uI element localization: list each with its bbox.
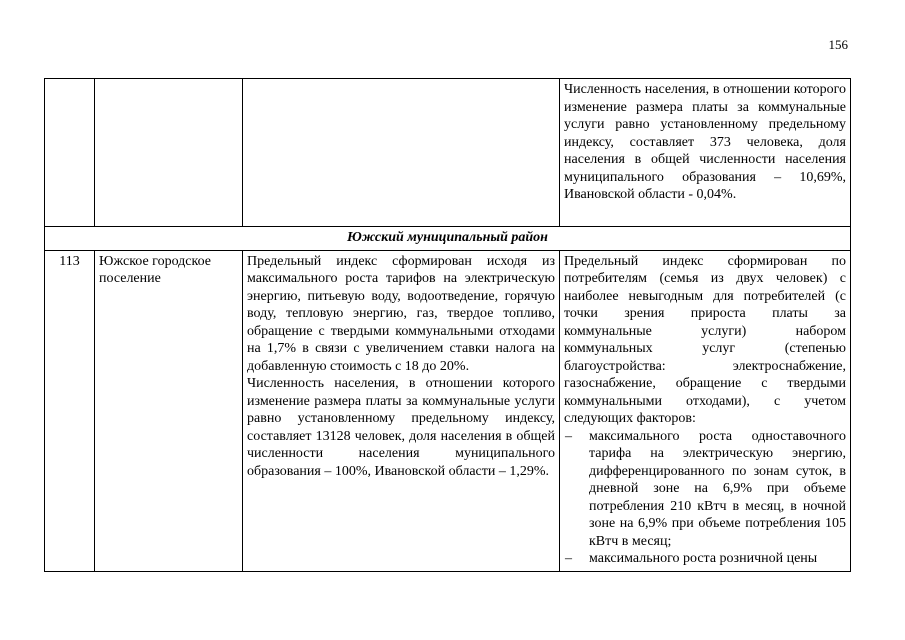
cell-settlement-empty [95, 79, 243, 227]
cell-number-empty [45, 79, 95, 227]
justification-paragraph-1: Предельный индекс сформирован исходя из максимального роста тарифов на электрическую энергию, питьевую воду, водоотведение, горячую воду, тепловую энергию, газ, твердое топливо, обращение с твердыми коммунальными отходами на 1,7% в связи с увеличением ставки налога на добавленную стоимость с 18 до 20%. [247, 253, 555, 374]
factors-list [564, 428, 846, 568]
factors-intro: Предельный индекс сформирован по потребителям (семья из двух человек) с наиболее невыгодным для потребителей (с точки зрения прироста платы за коммунальные услуги) набором коммунальных услуг (степенью благоустройства: электроснабжение, газоснабжение, обращение с твердыми коммунальными отходами), с учетом следующих факторов: [564, 253, 846, 426]
section-header-row [45, 227, 851, 251]
cell-justification-empty [243, 79, 560, 227]
settlement-name: Южское городское поселение [95, 250, 243, 571]
row-number: 113 [45, 250, 95, 571]
page-number: 156 [828, 37, 848, 52]
tariff-table [44, 78, 851, 572]
section-header: Южский муниципальный район [45, 227, 851, 251]
factors-list-item: – максимального роста розничной цены [564, 550, 846, 568]
cell-population-text: Численность населения, в отношении которого изменение размера платы за коммунальные услуги равно установленному предельному индексу, составляет 373 человека, доля населения в общей численности населения муниципального образования – 10,69%, Ивановской области - 0,04%. [560, 79, 851, 227]
justification-paragraph-2: Численность населения, в отношении которого изменение размера платы за коммунальные услуги равно установленному предельному индексу, составляет 13128 человек, доля населения в общей численности населения муниципального образования – 100%, Ивановской области – 1,29%. [247, 376, 555, 479]
factors-cell [560, 250, 851, 571]
table-row-113 [45, 250, 851, 571]
table-row-continuation [45, 79, 851, 227]
justification-cell [243, 250, 560, 571]
factors-list-item: – максимального роста одноставочного тарифа на электрическую энергию, дифференцированного по зонам суток, в дневной зоне на 6,9% при объеме потребления 210 кВтч в месяц, в ночной зоне на 6,9% при объеме потребления 105 кВтч в месяц; [564, 428, 846, 551]
